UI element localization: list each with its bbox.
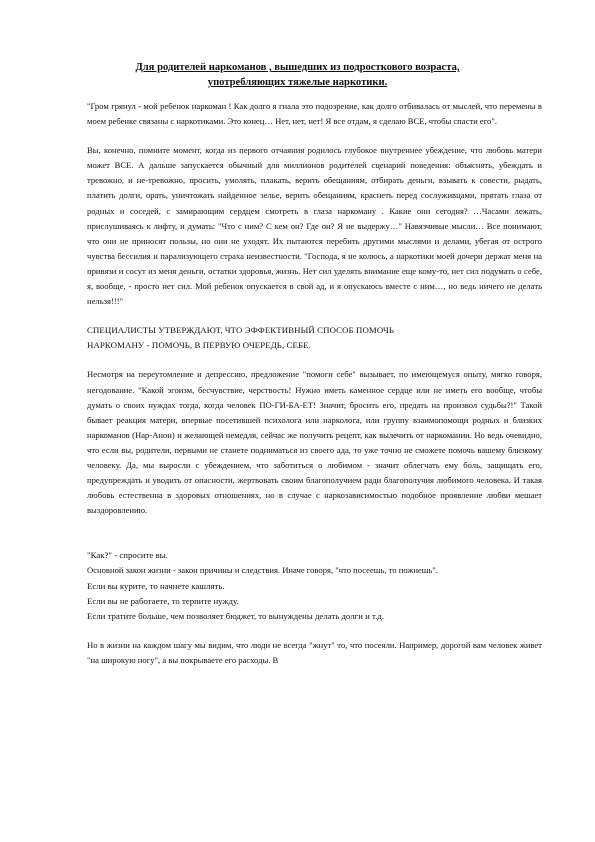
paragraph-parent-scenario: Вы, конечно, помните момент, когда из первого отчаяния родилось глубокое внутреннее убеждение, что любовь матери может ВСЕ. А дальше запускается обычный для миллионов родителей сценарий поведения: объяснять, убеждать и тревожно, и не-тревожно, просить, умолять, плакать, верить обещаниям, отбирать деньги, взывать к совести, рыдать, платить долги, орать, уничтожать найденное зелье, верить обещаниям, краснеть перед сослуживцами, прятать глаза от родных и соседей, с замирающим сердцем смотреть в глаза наркоману . Какие они сегодня? …Часами лежать, прислушиваясь к лифту, и думать: "Что с ним? С кем он? Где он? Я не выдержу…" Навязчивые мысли… Все понимают, что они не приносят пользы, но они не уходят. Их пытаются перебить другими мыслями и делами, убегая от острого чувства бессилия и парализующего страха неизвестности. "Господа, я не колюсь, а наркотики моей дочери держат меня на привязи и сосут из меня деньги, остатки здоровья, жизнь. Нет сил уделять внимание еще кому-то, нет сил подумать о себе, я, вообще, - просто нет сил. Мой ребенок опускается в свой ад, и я опускаюсь вместе с ним…, но ведь ничего не делать нельзя!!!": [87, 145, 542, 307]
document-body: [87, 99, 542, 668]
heading-line-2: НАРКОМАНУ - ПОМОЧЬ, В ПЕРВУЮ ОЧЕРЕДЬ, СЕБЕ.: [87, 340, 311, 351]
list-line-5: Если тратите больше, чем позволяет бюджет, то вынуждены делать долги и т.д.: [87, 610, 385, 621]
list-line-4: Если вы не работаете, то терпите нужду.: [87, 595, 239, 606]
title-line-1: Для родителей наркоманов , вышедших из подросткового возраста,: [135, 62, 460, 73]
paragraph-sow-reap: Но в жизни на каждом шагу мы видим, что люди не всегда "жнут" то, что посеяли. Например, дорогой вам человек живет "на широкую ногу", а вы покрываете его расходы. В: [87, 639, 542, 665]
list-line-1: "Как?" - спросите вы.: [87, 550, 168, 561]
cause-effect-list: [87, 548, 542, 623]
paragraph-help-yourself: Несмотря на переутомление и депрессию, предложение "помоги себе" вызывает, по имеющемуся опыту, мягко говоря, негодование. "Какой эгоизм, бесчувствие, черствость! Нужно иметь каменное сердце или не иметь его вообще, чтобы думать о своих нуждах тогда, когда человек ПО-ГИ-БА-ЕТ! Значит, бросить его, предать на произвол судьбы?!" Такой бывает реакция матери, впервые посетившей психолога или нарколога, или группу взаимопомощи родных и близких наркоманов (Нар-Анон) и желающей немедля, сейчас же получить рецепт, как вылечить от наркомании. Но ведь очевидно, что если вы, родители, первыми не станете подниматься из своего ада, то уже точно не сможете помочь вашему близкому человеку. Да, мы выросли с убеждением, что заботиться о любимом - значит облегчать ему боль, защищать его, предупреждать и уводить от опасности, жертвовать своим благополучием ради благополучия любимого человека. И такая любовь естественна в здоровых отношениях, но в случае с наркозависимостью подобное проявление любви мешает выздоровлению.: [87, 369, 542, 516]
list-line-2: Основной закон жизни - закон причины и следствия. Иначе говоря, "что посеешь, то пожнешь".: [87, 565, 438, 576]
paragraph-quote: "Гром грянул - мой ребенок наркоман ! Как долго я гнала это подозрение, как долго отбивалась от мыслей, что перемены в моем ребенке связаны с наркотиками. Это конец… Нет, нет, нет! Я все отдам, я сделаю ВСЕ, чтобы спасти его".: [87, 101, 542, 127]
document-title: [60, 60, 535, 90]
list-line-3: Если вы курите, то начнете кашлять.: [87, 580, 225, 591]
heading-line-1: СПЕЦИАЛИСТЫ УТВЕРЖДАЮТ, ЧТО ЭФФЕКТИВНЫЙ СПОСОБ ПОМОЧЬ: [87, 325, 395, 336]
section-heading: [87, 323, 542, 353]
title-line-2: употребляющих тяжелые наркотики.: [207, 77, 388, 88]
